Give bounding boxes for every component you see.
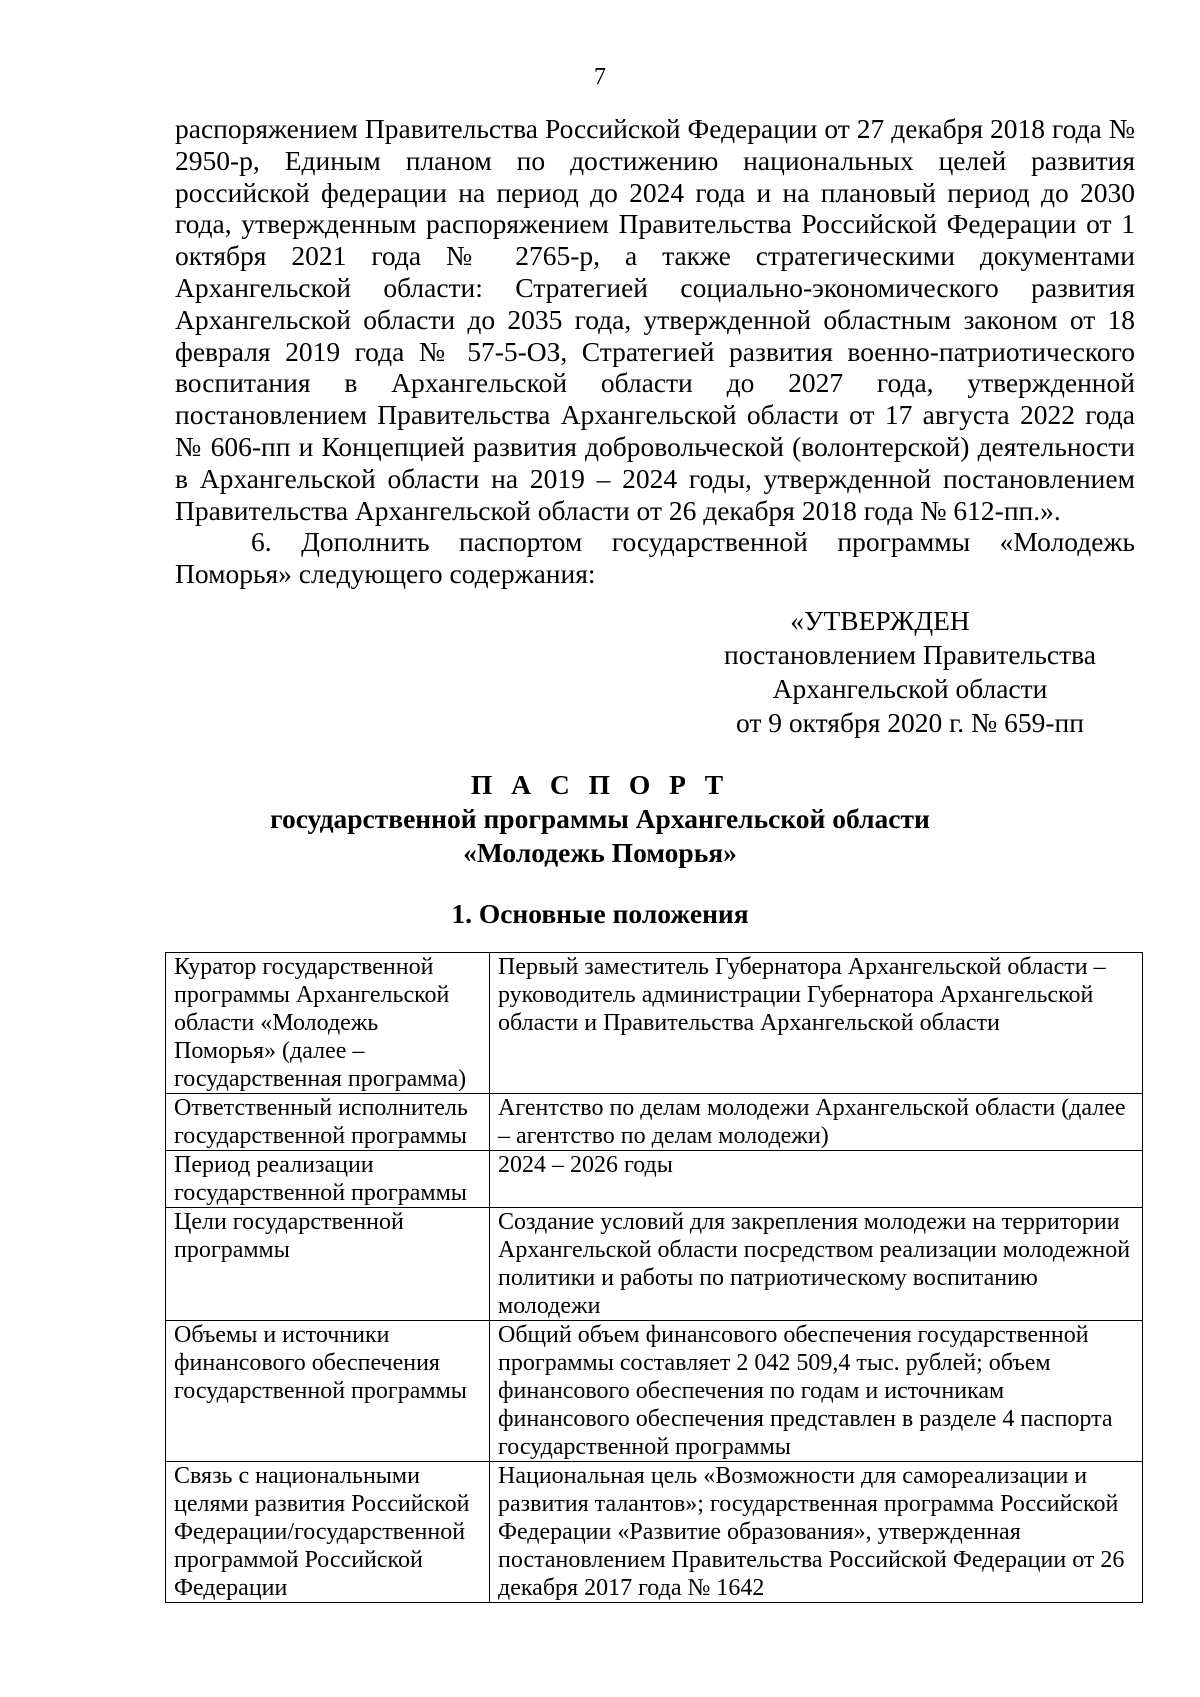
- table-row: [166, 1462, 1143, 1603]
- document-title: [0, 768, 1200, 870]
- row-value: Агентство по делам молодежи Архангельской области (далее – агентство по делам молодежи): [490, 1094, 1143, 1151]
- table-row: [166, 953, 1143, 1094]
- title-passport: П А С П О Р Т: [470, 769, 730, 800]
- table-row: [166, 1321, 1143, 1462]
- row-label: Объемы и источники финансового обеспечения государственной программы: [166, 1321, 490, 1462]
- page-number: 7: [594, 64, 606, 90]
- title-line-2: государственной программы Архангельской области: [270, 803, 930, 834]
- title-line-3: «Молодежь Поморья»: [463, 837, 737, 868]
- approval-line-4: от 9 октября 2020 г. № 659-пп: [736, 707, 1084, 738]
- table-row: [166, 1094, 1143, 1151]
- table-row: [166, 1208, 1143, 1321]
- row-label: Цели государственной программы: [166, 1208, 490, 1321]
- approval-stamp: [700, 604, 1120, 740]
- paragraph-item-6: 6. Дополнить паспортом государственной программы «Молодежь Поморья» следующего содержания:: [175, 526, 1135, 590]
- table-row: [166, 1151, 1143, 1208]
- approval-line-1: «УТВЕРЖДЕН: [790, 605, 970, 636]
- row-value: Первый заместитель Губернатора Архангельской области – руководитель администрации Губернатора Архангельской области и Правительства Архангельской области: [490, 953, 1143, 1094]
- paragraph-continuation: распоряжением Правительства Российской Федерации от 27 декабря 2018 года № 2950-р, Единым планом по достижению национальных целей развития российской федерации на период до 2024 года и на плановый период до 2030 года, утвержденным распоряжением Правительства Российской Федерации от 1 октября 2021 года № 2765-р, а также стратегическими документами Архангельской области: Стратегией социально-экономического развития Архангельской области до 2035 года, утвержденной областным законом от 18 февраля 2019 года № 57-5-ОЗ, Стратегией развития военно-патриотического воспитания в Архангельской области до 2027 года, утвержденной постановлением Правительства Архангельской области от 17 августа 2022 года № 606-пп и Концепцией развития добровольческой (волонтерской) деятельности в Архангельской области на 2019 – 2024 годы, утвержденной постановлением Правительства Архангельской области от 26 декабря 2018 года № 612-пп.».: [175, 113, 1135, 526]
- passport-table: [165, 952, 1143, 1603]
- row-label: Связь с национальными целями развития Российской Федерации/государственной программой Российской Федерации: [166, 1462, 490, 1603]
- body-text: [175, 113, 1135, 590]
- section-title: 1. Основные положения: [451, 898, 749, 929]
- row-label: Период реализации государственной программы: [166, 1151, 490, 1208]
- row-value: Общий объем финансового обеспечения государственной программы составляет 2 042 509,4 тыс. рублей; объем финансового обеспечения по годам и источникам финансового обеспечения представлен в разделе 4 паспорта государственной программы: [490, 1321, 1143, 1462]
- approval-line-3: Архангельской области: [772, 673, 1048, 704]
- row-label: Куратор государственной программы Архангельской области «Молодежь Поморья» (далее – государственная программа): [166, 953, 490, 1094]
- row-value: Национальная цель «Возможности для самореализации и развития талантов»; государственная программа Российской Федерации «Развитие образования», утвержденная постановлением Правительства Российской Федерации от 26 декабря 2017 года № 1642: [490, 1462, 1143, 1603]
- approval-line-2: постановлением Правительства: [724, 639, 1096, 670]
- row-value: Создание условий для закрепления молодежи на территории Архангельской области посредством реализации молодежной политики и работы по патриотическому воспитанию молодежи: [490, 1208, 1143, 1321]
- row-value: 2024 – 2026 годы: [490, 1151, 1143, 1208]
- row-label: Ответственный исполнитель государственной программы: [166, 1094, 490, 1151]
